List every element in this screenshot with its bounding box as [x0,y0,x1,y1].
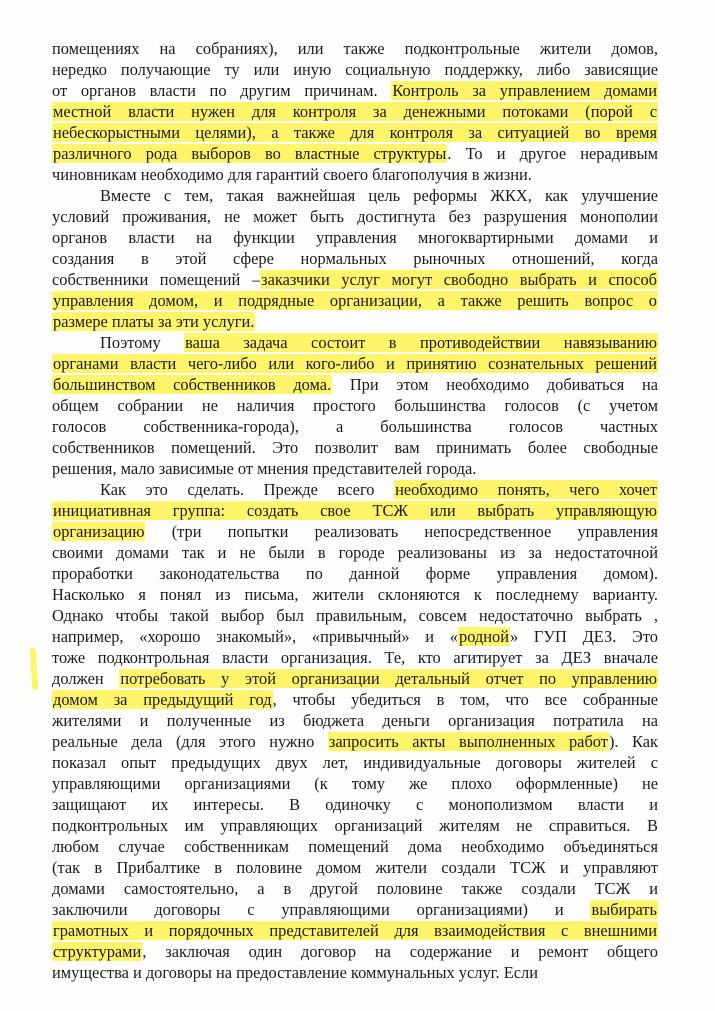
document-body [52,38,658,983]
highlighted-text: ваша задача состоит в противодействии навязыванию [185,333,657,352]
text-line [52,206,658,227]
highlighted-text: размере платы за эти услуги. [53,312,255,331]
text-segment: , чтобы убедиться в том, что все собранные [272,690,658,709]
text-line [52,920,658,941]
text-segment: голосов собственника-города), а большинства голосов частных [52,417,658,436]
text-line [52,647,658,668]
text-segment: собственников помещений. Это позволит вам принимать более свободные [52,438,658,457]
text-line [52,500,658,521]
text-segment: от органов власти по другим причинам. [52,81,392,100]
text-line [52,584,658,605]
text-segment: (так в Прибалтике в половине домом жители создали ТСЖ и управляют [52,858,658,877]
highlighted-text: организацию [53,522,145,541]
text-segment: заключили договоры с управляющими организациями) и [52,900,591,919]
text-line [52,899,658,920]
margin-highlight-mark [30,648,39,690]
text-line [52,59,658,80]
text-segment: любом случае собственникам помещений дома необходимо объединяться [52,837,658,856]
text-segment: . То и другое нерадивым [447,144,658,163]
text-line [52,101,658,122]
text-segment: создания в этой сфере нормальных рыночных отношений, когда [52,249,658,268]
text-line [52,941,658,962]
text-line [52,185,658,206]
text-segment: Вместе с тем, такая важнейшая цель реформы ЖКХ, как улучшение [100,186,658,205]
text-segment: должен [52,669,120,688]
text-segment: своими домами так и не были в городе реализованы из за недостаточной [52,543,658,562]
text-segment: реальные дела (для этого нужно [52,732,328,751]
highlighted-text: выбирать [591,900,657,919]
text-line [52,626,658,647]
highlighted-text: необходимо понять, чего хочет [395,480,657,499]
text-line [52,878,658,899]
text-line [52,332,658,353]
text-segment: например, «хорошо знакомый», «привычный» и « [52,627,458,646]
text-line [52,143,658,164]
highlighted-text: местной власти нужен для контроля за денежными потоками (порой с [53,102,657,121]
text-line [52,479,658,500]
text-segment: защищают их интересы. В одиночку с монополизмом власти и [52,795,658,814]
text-line [52,542,658,563]
text-line [52,752,658,773]
text-segment: Однако чтобы такой выбор был правильным, совсем недостаточно выбрать , [52,606,658,625]
text-line [52,668,658,689]
text-segment: органов власти на функции управления многоквартирными домами и [52,228,658,247]
text-line [52,248,658,269]
text-segment: собственники помещений – [52,270,261,289]
text-segment: нередко получающие ту или иную социальную поддержку, либо зависящие [52,60,658,79]
text-line [52,374,658,395]
text-line [52,521,658,542]
text-segment: проработки законодательства по данной форме управления домом). [52,564,658,583]
text-segment: тоже подконтрольная власти организация. Те, кто агитирует за ДЕЗ вначале [52,648,658,667]
text-segment: (три попытки реализовать непосредственное управления [145,522,658,541]
text-line [52,416,658,437]
highlighted-text: небескорыстными целями), а также для контроля за ситуацией во время [53,123,657,142]
text-line [52,269,658,290]
text-segment: показал опыт предыдущих двух лет, индивидуальные договоры жителей с [52,753,658,772]
text-line [52,395,658,416]
text-segment: решения, мало зависимые от мнения представителей города. [52,459,477,478]
text-segment: имущества и договоры на предоставление коммунальных услуг. Если [52,963,538,982]
text-segment: общем собрании не наличия простого большинства голосов (с учетом [52,396,658,415]
highlighted-text: потребовать у этой организации детальный отчет по управлению [120,669,657,688]
text-line [52,563,658,584]
text-segment: ). Как [608,732,658,751]
text-line [52,794,658,815]
text-line [52,458,658,479]
text-segment: При этом необходимо добиваться на [332,375,658,394]
text-line [52,710,658,731]
text-line [52,311,658,332]
highlighted-text: Контроль за управлением домами [392,81,657,100]
text-line [52,815,658,836]
highlighted-text: различного рода выборов во властные структуры [53,144,447,163]
text-line [52,290,658,311]
highlighted-text: органами власти чего-либо или кого-либо и принятию сознательных решений [53,354,657,373]
text-line [52,731,658,752]
text-line [52,122,658,143]
text-segment: помещениях на собраниях), или также подконтрольные жители домов, [52,39,658,58]
highlighted-text: большинством собственников дома. [53,375,332,394]
text-segment: Как это сделать. Прежде всего [100,480,395,499]
highlighted-text: структурами [53,942,142,961]
highlighted-text: родной [459,627,509,646]
text-segment: Поэтому [100,333,185,352]
text-segment: Насколько я понял из письма, жители склоняются к последнему варианту. [52,585,658,604]
highlighted-text: инициативная группа: создать свое ТСЖ или выбрать управляющую [53,501,657,520]
text-line [52,227,658,248]
text-segment: , заключая один договор на содержание и ремонт общего [142,942,658,961]
text-line [52,38,658,59]
text-line [52,164,658,185]
highlighted-text: управления домом, и подрядные организации, а также решить вопрос о [53,291,657,310]
highlighted-text: домом за предыдущий год [53,690,272,709]
text-line [52,689,658,710]
text-line [52,80,658,101]
text-segment: » ГУП ДЕЗ. Это [510,627,658,646]
text-line [52,836,658,857]
text-segment: домами самостоятельно, а в другой половине также создали ТСЖ и [52,879,658,898]
text-segment: чиновникам необходимо для гарантий своего благополучия в жизни. [52,165,532,184]
text-line [52,857,658,878]
text-line [52,962,658,983]
text-line [52,353,658,374]
text-segment: жителями и полученные из бюджета деньги организация потратила на [52,711,658,730]
text-segment: подконтрольных им управляющих организаций жителям не справиться. В [52,816,658,835]
highlighted-text: запросить акты выполненных работ [328,732,608,751]
text-line [52,605,658,626]
highlighted-text: грамотных и порядочных представителей для взаимодействия с внешними [53,921,657,940]
highlighted-text: заказчики услуг могут свободно выбрать и способ [261,270,657,289]
text-line [52,437,658,458]
text-segment: управляющими организациями (к тому же плохо оформленные) не [52,774,658,793]
text-segment: условий проживания, не может быть достигнута без разрушения монополии [52,207,658,226]
text-line [52,773,658,794]
